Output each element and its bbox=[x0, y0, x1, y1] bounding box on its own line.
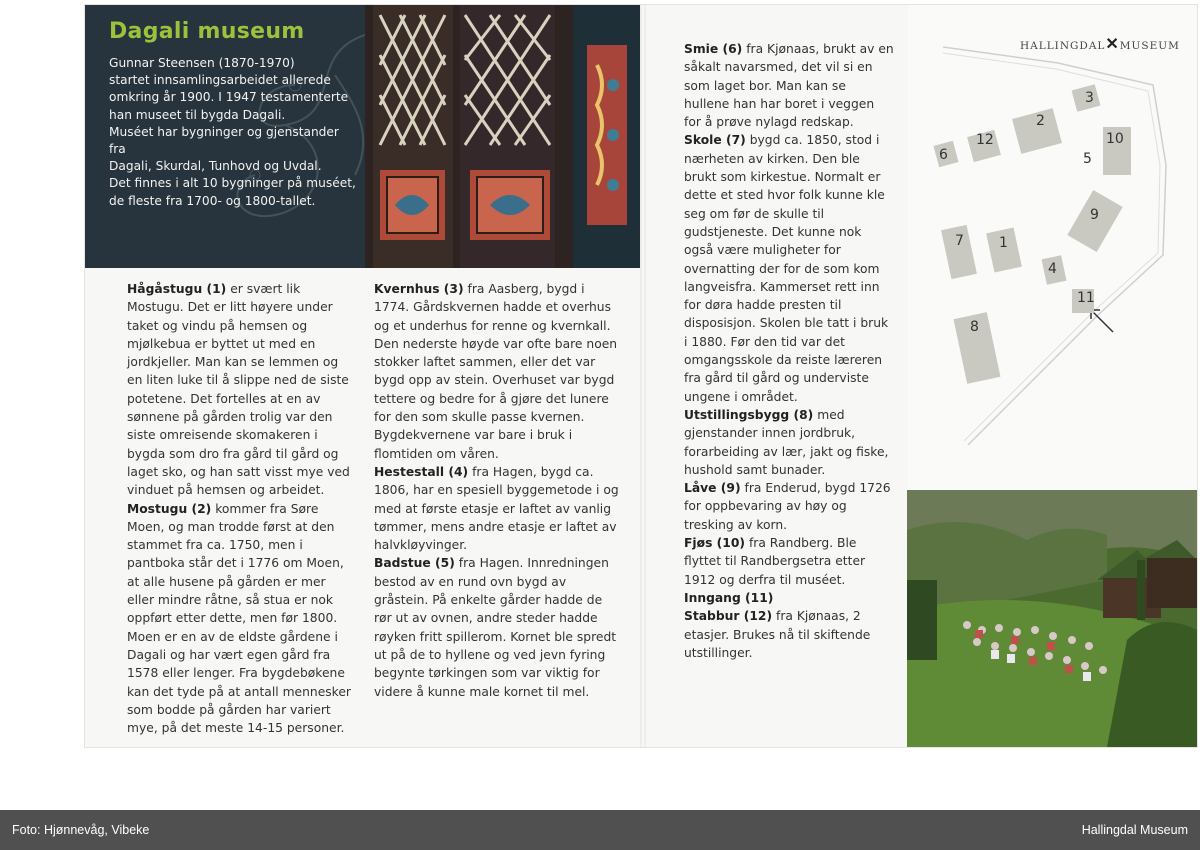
museum-logo bbox=[1020, 34, 1180, 53]
map-label: 7 bbox=[955, 233, 964, 249]
section-text: fra Hagen. Innredningen bestod av en rund ovn bygd av gråstein. På enkelte gårder hadde de rør ut av ovnen, andre steder hadde røyken fritt spillerom. Kornet ble spredt ut på de to hyllene og ved jevn fyring begynte tørkingen som var viktig for videre å kunne male kornet til mel. bbox=[374, 556, 617, 699]
section-text: med gjenstander innen jordbruk, forarbeiding av lær, jakt og fiske, hushold samt bunader. bbox=[684, 407, 889, 477]
text-column-3 bbox=[684, 40, 894, 662]
intro-line: Gunnar Steensen (1870-1970) bbox=[109, 56, 295, 70]
section-skole bbox=[684, 131, 894, 405]
section-title: Kvernhus (3) bbox=[374, 282, 464, 296]
intro-line: startet innsamlingsarbeidet allerede bbox=[109, 73, 331, 88]
section-text: er svært lik Mostugu. Det er litt høyere under taket og vindu på hemsen og mjølkebua er byttet ut med en jordkjeller. Man kan se lemmen og en liten luke til å slippe ned de siste potetene. Det fortelles at en av sønnene på gården trolig var den siste omreisende skomakeren i bygda som dro fra gård til gård og laget sko, og han satt visst mye ved vinduet på hemsen og arbeidet. bbox=[127, 282, 350, 498]
intro-line: de fleste fra 1700- og 1800-tallet. bbox=[109, 193, 316, 208]
header-panel bbox=[85, 5, 365, 268]
section-lave bbox=[684, 479, 894, 534]
section-stabbur bbox=[684, 607, 894, 662]
map-label: 8 bbox=[970, 319, 979, 335]
section-text: fra Hagen, bygd ca. 1806, har en spesiell byggemetode i og med at første etasje er laftet av vanlig tømmer, mens andre etasje er laftet av halvkløyvinger. bbox=[374, 464, 619, 553]
map-label: 9 bbox=[1090, 207, 1099, 223]
map-label: 11 bbox=[1077, 290, 1095, 306]
section-hestestall bbox=[374, 463, 619, 554]
page-title: Dagali museum bbox=[109, 19, 305, 44]
owner-label: Hallingdal Museum bbox=[1081, 823, 1188, 837]
section-kvernhus bbox=[374, 280, 619, 463]
section-title: Fjøs (10) bbox=[684, 536, 746, 551]
map-label: 12 bbox=[976, 132, 994, 148]
section-text: fra Enderud, bygd 1726 for oppbevaring av høy og tresking av korn. bbox=[684, 481, 891, 532]
intro-line: Dagali, Skurdal, Tunhovd og Uvdal. bbox=[109, 159, 322, 174]
section-text: kommer fra Søre Moen, og man trodde først at den stammet fra ca. 1750, men i pantboka står det i 1776 om Moen, at alle husene på gården er mer eller mindre råtne, så stua er nok oppført etter dette, men før 1800. Moen er en av de eldste gårdene i Dagali og har vært egen gård fra 1578 eller lenger. Fra bygdebøkene kan det tyde på at antall mennesker som bodde på gården har variert mye, på det meste 14-15 personer. bbox=[127, 501, 351, 736]
logo-text-right: MUSEUM bbox=[1119, 40, 1180, 52]
section-text: fra Randberg. Ble flyttet til Randbergsetra etter 1912 og derfra til muséet. bbox=[684, 536, 866, 587]
intro-line: omkring år 1900. I 1947 testamenterte bbox=[109, 90, 349, 105]
map-label: 10 bbox=[1106, 131, 1124, 147]
section-mostugu bbox=[127, 500, 355, 738]
logo-mark-icon: ✕ bbox=[1105, 34, 1120, 53]
section-title: Stabbur (12) bbox=[684, 609, 773, 624]
section-hagastugu bbox=[127, 280, 355, 500]
museum-gathering-photo bbox=[907, 490, 1197, 747]
intro-line: han museet til bygda Dagali. bbox=[109, 107, 286, 122]
map-label: 6 bbox=[939, 147, 948, 163]
logo-text-left: HALLINGDAL bbox=[1020, 40, 1106, 52]
section-title: Hågåstugu (1) bbox=[127, 282, 227, 296]
intro-line: Muséet har bygninger og gjenstander fra bbox=[109, 124, 339, 157]
section-title: Hestestall (4) bbox=[374, 464, 469, 479]
intro-line: Det finnes i alt 10 bygninger på muséet, bbox=[109, 176, 356, 191]
section-utstillingsbygg bbox=[684, 406, 894, 479]
section-text: fra Aasberg, bygd i 1774. Gårdskvernen hadde et overhus og et underhus for renne og kvernkall. Den nederste høyde var ofte bare noen stokker laftet sammen, eller det var bygd opp av stein. Overhuset var bygd tettere og bedre for å gjøre det lunere for den som skulle passe kvernen. Bygdekvernene var bare i bruk i flomtiden om våren. bbox=[374, 282, 618, 461]
section-smie bbox=[684, 40, 894, 131]
map-label: 2 bbox=[1036, 113, 1045, 129]
section-title: Badstue (5) bbox=[374, 556, 455, 571]
section-text: bygd ca. 1850, stod i nærheten av kirken. Den ble brukt som kirkestue. Normalt er dette et sted hvor folk kunne kle seg om før de skulle til gudstjeneste. Det kunne nok også være muligheter for overnatting der for de som kom langveisfra. Kammerset rett inn for døra hadde presten til disposisjon. Skolen ble tatt i bruk i 1880. Før den tid var det omgangsskole da reiste læreren fra gård til gård og underviste ungene i området. bbox=[684, 133, 889, 404]
brochure-fold bbox=[640, 5, 646, 747]
section-title: Skole (7) bbox=[684, 133, 746, 148]
section-title: Smie (6) bbox=[684, 42, 743, 56]
map-label: 3 bbox=[1085, 90, 1094, 106]
map-label: 5 bbox=[1083, 151, 1092, 167]
painted-door-photo bbox=[365, 5, 640, 268]
text-column-2 bbox=[374, 280, 619, 701]
map-label: 4 bbox=[1048, 261, 1057, 277]
section-fjos bbox=[684, 534, 894, 589]
text-column-1 bbox=[127, 280, 355, 737]
site-map bbox=[908, 5, 1197, 490]
intro-text bbox=[109, 55, 359, 210]
footer-bar bbox=[0, 810, 1200, 850]
section-title: Inngang (11) bbox=[684, 590, 774, 605]
map-label: 1 bbox=[999, 235, 1008, 251]
section-title: Låve (9) bbox=[684, 481, 741, 496]
photo-credit: Foto: Hjønnevåg, Vibeke bbox=[12, 823, 150, 837]
section-badstue bbox=[374, 554, 619, 700]
section-title: Utstillingsbygg (8) bbox=[684, 407, 814, 422]
section-inngang bbox=[684, 589, 894, 607]
section-title: Mostugu (2) bbox=[127, 501, 212, 516]
section-text: fra Kjønaas, brukt av en såkalt navarsmed, det vil si en som laget bor. Man kan se hullene han har boret i veggen for å prøve nylagd redskap. bbox=[684, 42, 894, 130]
section-text: fra Kjønaas, 2 etasjer. Brukes nå til skiftende utstillinger. bbox=[684, 609, 871, 660]
